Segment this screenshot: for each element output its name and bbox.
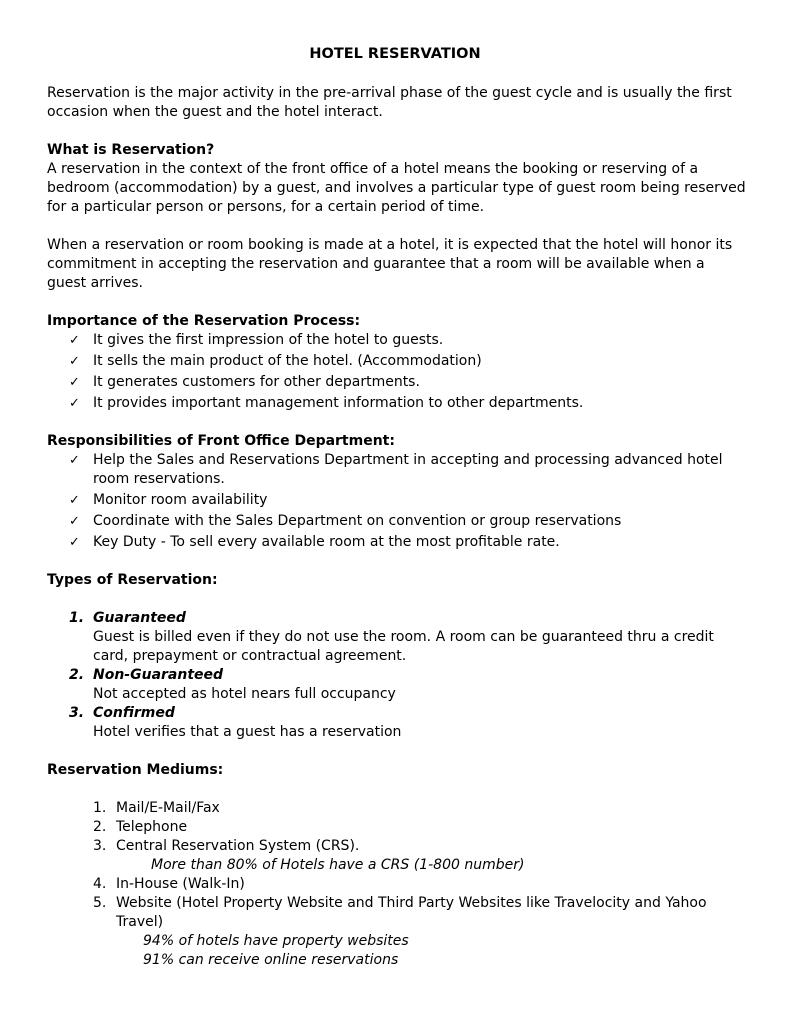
types-list [47,609,747,742]
what-is-heading: What is Reservation? [47,142,215,158]
responsibilities-list [47,451,747,552]
check-icon: ✓ [69,535,80,550]
list-item: ✓ It provides important management information to other departments. [69,395,584,411]
website-note: 94% of hotels have property websites [143,933,409,949]
check-icon: ✓ [69,333,80,348]
list-item: 1. Mail/E-Mail/Fax [93,800,220,816]
what-is-paragraph-1: A reservation in the context of the front office of a hotel means the booking or reserving of a bedroom (accommodation) by a guest, and involves a particular type of guest room being reserved for a particular person or persons, for a certain period of time. [47,161,746,215]
types-heading: Types of Reservation: [47,572,218,588]
mediums-heading: Reservation Mediums: [47,762,224,778]
importance-list [47,331,747,413]
mediums-list-continued [47,875,747,932]
type-description: Not accepted as hotel nears full occupancy [93,686,396,702]
list-item: ✓ It gives the first impression of the hotel to guests. [69,332,444,348]
website-note: 91% can receive online reservations [143,952,399,968]
list-item: 2. Telephone [93,819,188,835]
what-is-paragraph-2: When a reservation or room booking is made at a hotel, it is expected that the hotel will honor its commitment in accepting the reservation and guarantee that a room will be available when a guest arrives. [47,237,733,291]
list-item: 5. Website (Hotel Property Website and Third Party Websites like Travelocity and Yahoo Travel) [93,895,707,930]
mediums-list [47,799,747,856]
list-item: 3. Central Reservation System (CRS). [93,838,360,854]
type-name: Confirmed [93,705,175,721]
type-name: Guaranteed [93,610,186,626]
list-item: 3. Confirmed Hotel verifies that a guest has a reservation [47,704,747,742]
crs-note: More than 80% of Hotels have a CRS (1-800 number) [151,857,525,873]
list-item: 4. In-House (Walk-In) [93,876,245,892]
list-item: 1. Guaranteed Guest is billed even if they do not use the room. A room can be guaranteed thru a credit card, prepayment or contractual agreement. [47,609,747,666]
check-icon: ✓ [69,493,80,508]
check-icon: ✓ [69,396,80,411]
list-item: ✓ Monitor room availability [69,492,268,508]
check-icon: ✓ [69,453,80,468]
document-title: HOTEL RESERVATION [309,46,481,62]
type-description: Guest is billed even if they do not use the room. A room can be guaranteed thru a credit card, prepayment or contractual agreement. [93,629,714,664]
list-item: ✓ Help the Sales and Reservations Department in accepting and processing advanced hotel room reservations. [69,452,723,487]
list-item: ✓ Key Duty - To sell every available room at the most profitable rate. [69,534,560,550]
responsibilities-heading: Responsibilities of Front Office Department: [47,433,395,449]
list-item: 2. Non-Guaranteed Not accepted as hotel nears full occupancy [47,666,747,704]
check-icon: ✓ [69,375,80,390]
check-icon: ✓ [69,514,80,529]
intro-paragraph: Reservation is the major activity in the pre-arrival phase of the guest cycle and is usually the first occasion when the guest and the hotel interact. [47,85,732,120]
list-item: ✓ It generates customers for other departments. [69,374,420,390]
importance-heading: Importance of the Reservation Process: [47,313,361,329]
list-item: ✓ Coordinate with the Sales Department on convention or group reservations [69,513,622,529]
type-name: Non-Guaranteed [93,667,224,683]
list-item: ✓ It sells the main product of the hotel. (Accommodation) [69,353,482,369]
type-description: Hotel verifies that a guest has a reservation [93,724,402,740]
check-icon: ✓ [69,354,80,369]
document-page [47,45,747,970]
